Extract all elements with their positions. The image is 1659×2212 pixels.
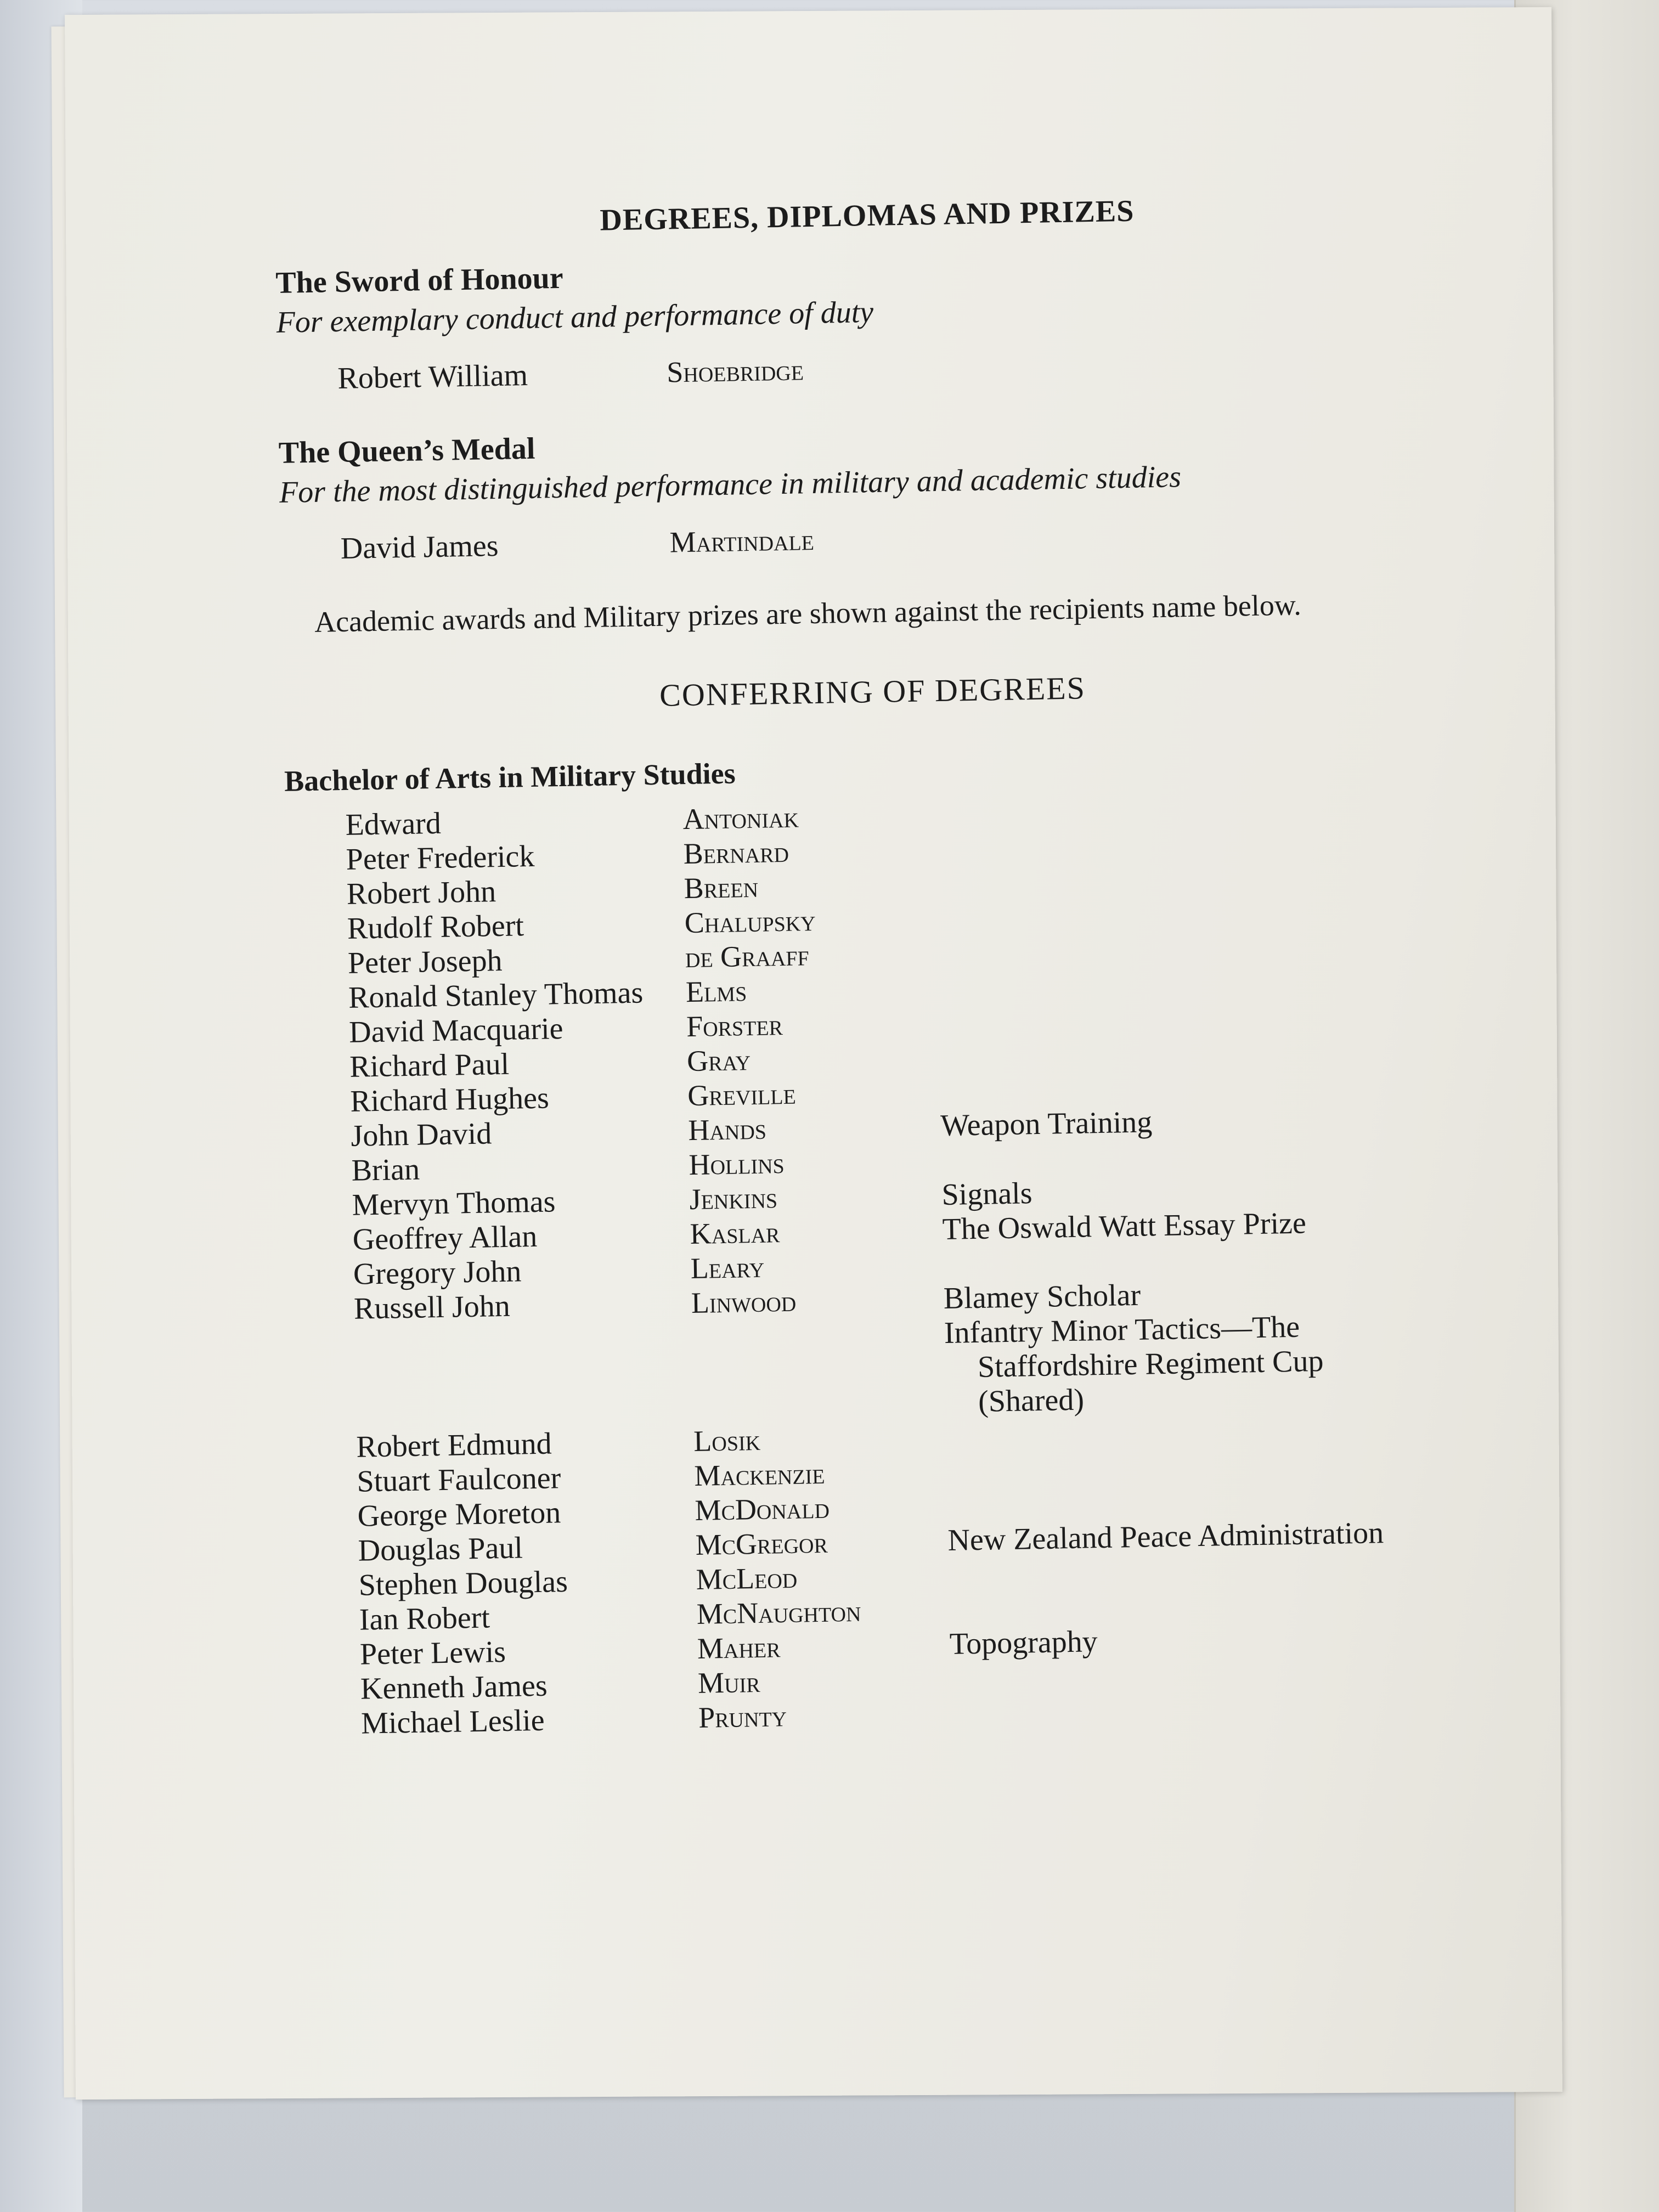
graduate-list	[345, 789, 1464, 1741]
award-recipient	[337, 342, 1441, 396]
graduate-given-names: Ian Robert	[359, 1600, 490, 1637]
graduate-given-names: Ronald Stanley Thomas	[348, 975, 644, 1015]
graduate-surname: McLeod	[696, 1561, 798, 1596]
graduate-surname: Breen	[684, 870, 759, 905]
graduate-given-names: Geoffrey Allan	[352, 1220, 538, 1257]
graduate-given-names: Richard Paul	[349, 1047, 510, 1084]
graduate-given-names: Stephen Douglas	[358, 1565, 568, 1602]
graduate-surname: Maher	[697, 1630, 781, 1666]
graduate-surname: Elms	[685, 974, 747, 1009]
graduate-surname: Gray	[686, 1043, 751, 1078]
graduate-surname: Forster	[686, 1008, 783, 1043]
graduate-given-names: Robert Edmund	[356, 1426, 552, 1464]
award-recipient	[340, 512, 1443, 566]
graduate-given-names: Kenneth James	[360, 1668, 548, 1706]
graduate-given-names: Peter Lewis	[359, 1635, 506, 1672]
graduate-surname: Antoniak	[682, 800, 799, 836]
graduate-given-names: Robert John	[346, 874, 496, 911]
graduate-surname: Mackenzie	[693, 1457, 825, 1493]
graduate-given-names: George Moreton	[357, 1496, 561, 1533]
graduate-surname: Muir	[697, 1666, 761, 1700]
recipient-surname: Shoebridge	[666, 353, 804, 389]
graduate-surname: McDonald	[695, 1491, 830, 1527]
graduate-surname: Hands	[687, 1112, 767, 1147]
award-queens-medal	[278, 415, 1443, 567]
graduate-surname: Greville	[687, 1077, 797, 1113]
graduate-given-names: Edward	[345, 806, 442, 842]
graduate-given-names: Peter Joseph	[347, 944, 503, 980]
section-title: CONFERRING OF DEGREES	[659, 670, 1086, 713]
graduate-surname: Linwood	[691, 1284, 797, 1320]
graduate-given-names: Richard Hughes	[349, 1081, 550, 1119]
graduate-given-names: Rudolf Robert	[347, 909, 524, 946]
graduate-row	[353, 1273, 1458, 1430]
graduate-award: Infantry Minor Tactics—The	[944, 1310, 1300, 1351]
graduate-given-names: Gregory John	[353, 1254, 522, 1291]
graduate-surname: McGregor	[695, 1526, 828, 1562]
graduate-award: Topography	[949, 1624, 1098, 1662]
graduate-given-names: Douglas Paul	[358, 1531, 523, 1568]
award-description: For the most distinguished performance in military and academic studies	[279, 460, 1182, 510]
graduate-given-names: Stuart Faulconer	[356, 1461, 561, 1499]
graduate-award: New Zealand Peace Administration	[947, 1516, 1384, 1558]
graduate-award: Blamey Scholar	[943, 1278, 1141, 1316]
graduate-surname: Hollins	[689, 1147, 785, 1182]
graduate-surname: McNaughton	[696, 1594, 861, 1631]
graduate-surname: Leary	[690, 1250, 765, 1285]
graduate-award: Signals	[941, 1176, 1033, 1212]
graduate-awards	[943, 1273, 1439, 1420]
recipient-given-names: Robert William	[337, 358, 528, 396]
award-description: For exemplary conduct and performance of duty	[276, 295, 874, 340]
graduate-award: (Shared)	[978, 1383, 1085, 1419]
graduate-surname: Kaslar	[690, 1216, 780, 1251]
awards-note: Academic awards and Military prizes are shown against the recipients name below.	[314, 588, 1302, 639]
degree-title: Bachelor of Arts in Military Studies	[284, 757, 736, 798]
page-title: DEGREES, DIPLOMAS AND PRIZES	[599, 194, 1135, 238]
award-title: The Queen’s Medal	[278, 431, 535, 470]
graduate-award: Weapon Training	[940, 1105, 1153, 1143]
graduate-given-names: John David	[350, 1116, 492, 1153]
graduate-given-names: Brian	[351, 1152, 420, 1188]
graduate-surname: Losik	[693, 1423, 761, 1458]
graduate-given-names: Russell John	[353, 1289, 511, 1326]
document-content	[274, 188, 1464, 1742]
graduate-given-names: Peter Frederick	[346, 839, 535, 877]
graduate-given-names: Mervyn Thomas	[352, 1184, 556, 1222]
award-sword-of-honour	[275, 245, 1441, 397]
graduate-given-names: David Macquarie	[348, 1012, 563, 1049]
graduate-surname: de Graaff	[685, 939, 810, 974]
recipient-surname: Martindale	[669, 523, 815, 559]
graduate-surname: Prunty	[698, 1700, 787, 1735]
award-title: The Sword of Honour	[275, 261, 564, 300]
recipient-given-names: David James	[340, 528, 499, 566]
graduate-given-names: Michael Leslie	[360, 1703, 545, 1741]
graduate-surname: Bernard	[683, 835, 789, 871]
graduate-surname: Jenkins	[689, 1181, 778, 1216]
graduate-award: Staffordshire Regiment Cup	[977, 1344, 1324, 1385]
graduate-surname: Chalupsky	[684, 904, 816, 940]
graduate-award: The Oswald Watt Essay Prize	[942, 1206, 1307, 1247]
